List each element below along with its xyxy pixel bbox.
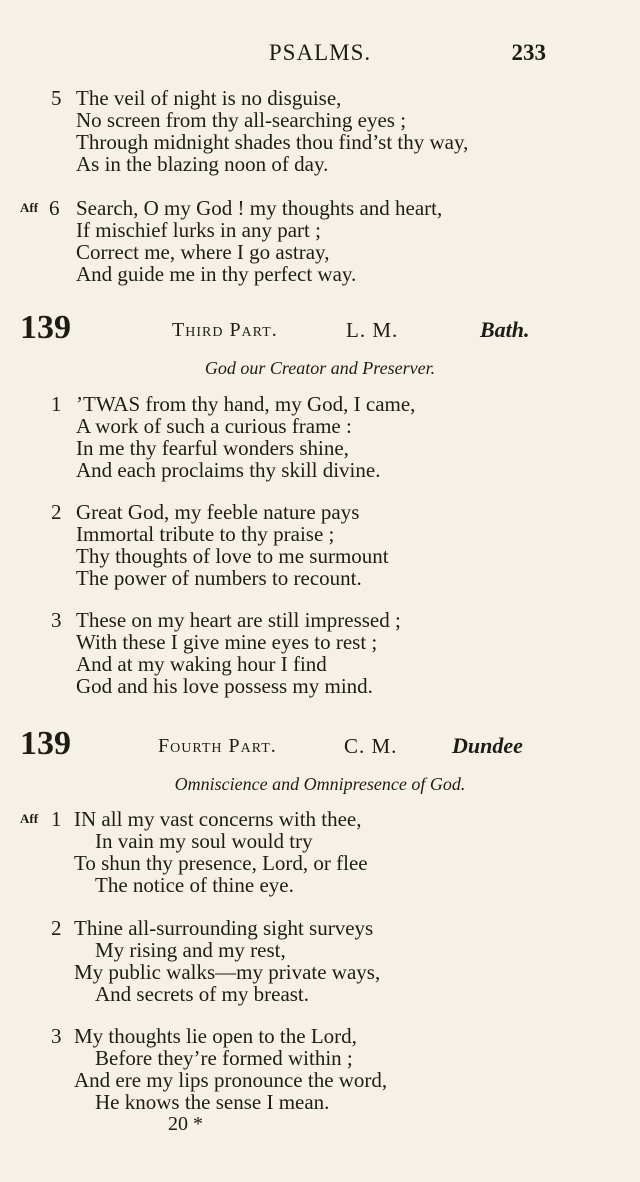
verse-line: My public walks—my private ways,: [74, 960, 381, 984]
hymn-meter: C. M.: [344, 734, 398, 758]
verse-line: And secrets of my breast.: [95, 982, 310, 1006]
verse-line: Thy thoughts of love to me surmount: [76, 544, 389, 568]
stanza-number: 5: [51, 86, 62, 110]
tune-name: Dundee: [452, 733, 523, 758]
verse-line: The power of numbers to recount.: [76, 566, 362, 590]
affirmation-marker: Aff: [20, 811, 39, 826]
hymn-subtitle: God our Creator and Preserver.: [204, 358, 436, 378]
verse-line: He knows the sense I mean.: [95, 1090, 330, 1114]
stanza-number: 3: [51, 608, 62, 632]
verse-line: And ere my lips pronounce the word,: [74, 1068, 388, 1092]
verse-line: Search, O my God ! my thoughts and heart,: [76, 196, 443, 220]
verse-line: Through midnight shades thou find’st thy way,: [76, 130, 469, 154]
verse-line: To shun thy presence, Lord, or flee: [74, 851, 368, 875]
verse-line: My rising and my rest,: [95, 938, 286, 962]
hymn-subtitle: Omniscience and Omnipresence of God.: [174, 774, 466, 794]
affirmation-marker: Aff: [20, 200, 39, 215]
verse-line: If mischief lurks in any part ;: [76, 218, 321, 242]
page-number: 233: [511, 40, 546, 65]
verse-line: And guide me in thy perfect way.: [76, 262, 357, 286]
verse-line: IN all my vast concerns with thee,: [74, 807, 362, 831]
verse-line: In vain my soul would try: [95, 829, 313, 853]
verse-line: These on my heart are still impressed ;: [76, 608, 401, 632]
hymn-part: Third Part.: [172, 319, 278, 341]
stanza-number: 1: [51, 392, 62, 416]
hymn-heading: [0, 724, 640, 764]
verse-line: Before they’re formed within ;: [95, 1046, 353, 1070]
verse-line: ’TWAS from thy hand, my God, I came,: [76, 392, 416, 416]
verse-line: Immortal tribute to thy praise ;: [76, 522, 335, 546]
running-head: [0, 38, 640, 68]
signature-mark: 20 *: [168, 1113, 203, 1135]
hymn-part: Fourth Part.: [158, 735, 277, 757]
stanza-number: 2: [51, 916, 62, 940]
verse-line: Thine all-surrounding sight surveys: [74, 916, 374, 940]
verse-line: A work of such a curious frame :: [76, 414, 352, 438]
verse-line: And each proclaims thy skill divine.: [76, 458, 381, 482]
hymn-heading: [0, 308, 640, 348]
tune-name: Bath.: [480, 317, 530, 342]
stanza-number: 1: [51, 807, 62, 831]
stanza-number: 3: [51, 1024, 62, 1048]
verse-line: Correct me, where I go astray,: [76, 240, 330, 264]
verse-line: Great God, my feeble nature pays: [76, 500, 360, 524]
verse-line: The notice of thine eye.: [95, 873, 294, 897]
running-title: PSALMS.: [268, 40, 372, 65]
verse-line: And at my waking hour I find: [76, 652, 327, 676]
hymn-number: 139: [20, 309, 71, 346]
verse-line: With these I give mine eyes to rest ;: [76, 630, 378, 654]
verse-line: The veil of night is no disguise,: [76, 86, 342, 110]
stanza-number: 6: [49, 196, 60, 220]
verse-line: As in the blazing noon of day.: [76, 152, 329, 176]
verse-line: My thoughts lie open to the Lord,: [74, 1024, 357, 1048]
hymn-number: 139: [20, 725, 71, 762]
verse-line: In me thy fearful wonders shine,: [76, 436, 349, 460]
verse-line: No screen from thy all-searching eyes ;: [76, 108, 407, 132]
hymn-meter: L. M.: [346, 318, 399, 342]
stanza-number: 2: [51, 500, 62, 524]
verse-line: God and his love possess my mind.: [76, 674, 373, 698]
